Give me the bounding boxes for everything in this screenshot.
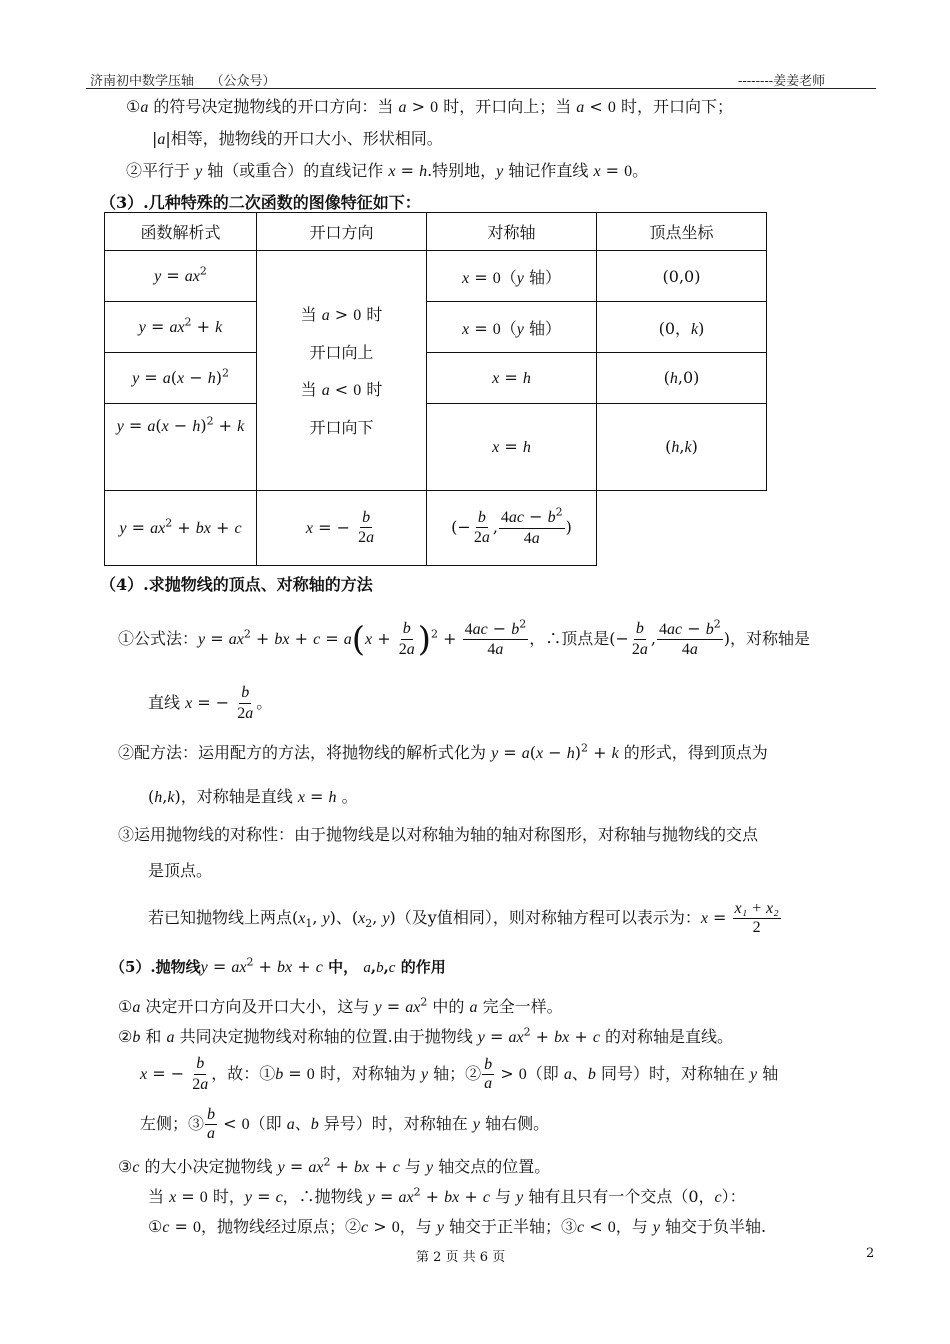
- row4-axis: x = h: [427, 404, 597, 491]
- row3-vertex: (h,0): [597, 353, 767, 404]
- table-row: [105, 251, 767, 302]
- method1-axis-line: 直线 x = − $\frac{b}{2a}$ 。: [148, 684, 273, 722]
- row2-vertex: (0，k): [597, 302, 767, 353]
- row3-formula: $y = a(x - h)^2$: [105, 353, 257, 404]
- th-direction: 开口方向: [257, 213, 427, 251]
- method3-line2: 是顶点。: [148, 861, 213, 880]
- row4-formula: $y = a(x - h)^2 + k$: [105, 404, 257, 491]
- section3-title: （3）.几种特殊的二次函数的图像特征如下：: [100, 193, 421, 212]
- table-row: [105, 491, 767, 566]
- row3-axis: x = h: [427, 353, 597, 404]
- row4-vertex: (h,k): [597, 404, 767, 491]
- th-vertex: 顶点坐标: [597, 213, 767, 251]
- method2-line2: (h,k)，对称轴是直线 x = h 。: [148, 787, 358, 806]
- intro-line-2: |a|相等，抛物线的开口大小、形状相同。: [152, 129, 443, 148]
- row5-formula: $y = ax^2$ + bx + c: [105, 491, 257, 566]
- method3-line1: ③运用抛物线的对称性：由于抛物线是以对称轴为轴的轴对称图形，对称轴与抛物线的交点: [118, 825, 759, 844]
- row5-vertex: (− $\frac{b}{2a}$ , $\frac{4ac - b^2}{4a}$ ): [427, 491, 597, 566]
- section4-title: （4）.求抛物线的顶点、对称轴的方法: [100, 575, 373, 594]
- footer-page: 第 2 页 共 6 页: [416, 1250, 506, 1265]
- role-c-line1: ③c 的大小决定抛物线 $y = ax^2$ + bx + c 与 y 轴交点的位置。: [118, 1155, 551, 1176]
- role-b-line1: ②b 和 a 共同决定抛物线对称轴的位置.由于抛物线 $y = ax^2$ + bx + c 的对称轴是直线。: [118, 1025, 734, 1046]
- method1-formula: ①公式法：$y = ax^2$ + bx + c = a(x + $\frac{b}{2a}$ )$^2$ + $\frac{4ac - b^2}{4a}$ ，∴顶点是(− $\frac{b}{2a}$ , $\frac{4ac - b^2}{4a}$ )，对称轴是: [118, 617, 810, 660]
- table-row: [105, 302, 767, 353]
- section5-title: （5）.抛物线$y = ax^2$ + bx + c 中， a,b,c 的作用: [110, 955, 446, 976]
- th-axis: 对称轴: [427, 213, 597, 251]
- footer-number: 2: [866, 1246, 875, 1261]
- table-row: [105, 404, 767, 491]
- row1-formula: $y = ax^2$: [105, 251, 257, 302]
- direction-cell: 当 a > 0 时 开口向上 当 a < 0 时 开口向下: [257, 251, 427, 491]
- header-title: 济南初中数学压轴 （公众号）: [90, 74, 276, 89]
- intro-line-3: ②平行于 y 轴（或重合）的直线记作 x = h.特别地，y 轴记作直线 x = 0。: [126, 161, 649, 180]
- role-c-line3: ①c = 0，抛物线经过原点；②c > 0，与 y 轴交于正半轴；③c < 0，与 y 轴交于负半轴.: [148, 1217, 767, 1236]
- role-a: ①a 决定开口方向及开口大小，这与 $y = ax^2$ 中的 a 完全一样。: [118, 995, 563, 1016]
- header-author: --------姜姜老师: [738, 74, 826, 89]
- role-b-line3: 左侧；③ $\frac{b}{a}$ < 0（即 a、b 异号）时，对称轴在 y 轴右侧。: [140, 1105, 550, 1142]
- intro-line-1: ①a 的符号决定抛物线的开口方向：当 a > 0 时，开口向上；当 a < 0 时，开口向下；: [126, 97, 733, 116]
- method3-line3: 若已知抛物线上两点($x_1$, y)、($x_2$, y)（及y值相同），则对称轴方程可以表示为：x = $\frac{\text{x₁ + x₂}}{2}$: [148, 899, 779, 936]
- row5-axis: x = − $\frac{b}{2a}$: [257, 491, 427, 566]
- th-formula: 函数解析式: [105, 213, 257, 251]
- role-b-line2: x = − $\frac{b}{2a}$ ，故：①b = 0 时，对称轴为 y 轴；② $\frac{b}{a}$ > 0（即 a、b 同号）时，对称轴在 y 轴: [140, 1055, 779, 1093]
- header-rule: [86, 88, 876, 89]
- role-c-line2: 当 x = 0 时，y = c，∴抛物线 $y = ax^2$ + bx + c 与 y 轴有且只有一个交点（0，c）：: [148, 1185, 746, 1206]
- row2-axis: x = 0（y 轴）: [427, 302, 597, 353]
- table-row: [105, 353, 767, 404]
- row1-vertex: (0,0): [597, 251, 767, 302]
- method2-line1: ②配方法：运用配方的方法，将抛物线的解析式化为 $y = a(x - h)^2 + k$ 的形式，得到顶点为: [118, 741, 768, 762]
- row2-formula: $y = ax^2 + k$: [105, 302, 257, 353]
- function-table: [104, 212, 767, 566]
- row1-axis: x = 0（y 轴）: [427, 251, 597, 302]
